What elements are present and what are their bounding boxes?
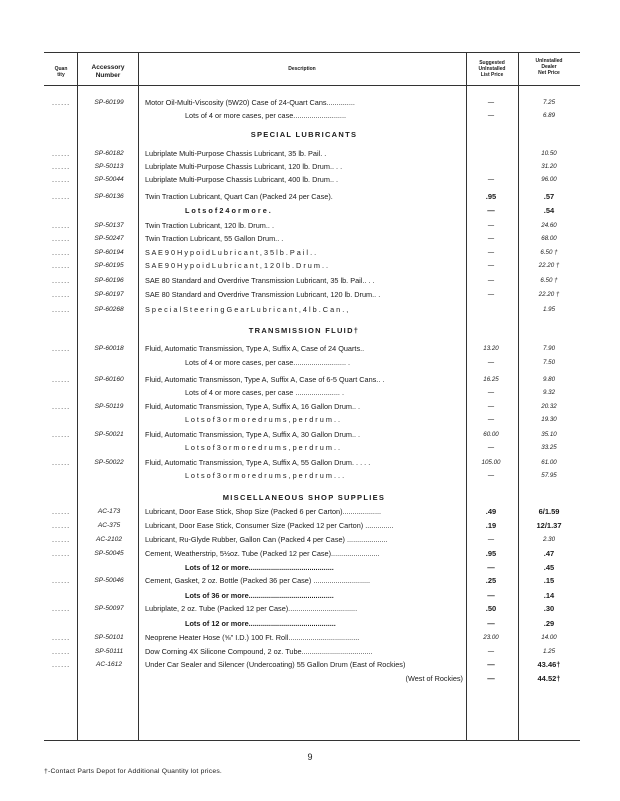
list-price-cell: — (487, 99, 495, 106)
header-quantity: Quan tity (54, 66, 68, 78)
section-heading: TRANSMISSION FLUID† (248, 326, 360, 335)
section-heading: SPECIAL LUBRICANTS (250, 130, 358, 139)
description-cell: Lots of 4 or more cases, per case ...................... . (185, 388, 344, 397)
quantity-cell: ...... (52, 248, 71, 257)
list-price-cell: .95 (485, 549, 497, 558)
description-cell: Lubricant, Ru-Glyde Rubber, Gallon Can (Packed 4 per Case) .................... (145, 535, 388, 544)
dealer-price-cell: 7.90 (542, 345, 556, 352)
table-row (0, 632, 620, 643)
dealer-price-cell: 9.80 (542, 376, 556, 383)
description-cell: Under Car Sealer and Silencer (Undercoating) 55 Gallon Drum (East of Rockies) (145, 660, 406, 669)
dealer-price-cell: .30 (543, 604, 555, 613)
dealer-price-cell: 7.50 (542, 359, 556, 366)
quantity-cell: ...... (52, 402, 71, 411)
description-cell: Lots of 12 or more.......................................... (185, 563, 334, 572)
header-list-price: Suggested Unlnstalled List Price (478, 60, 506, 78)
dealer-price-cell: 9.32 (542, 389, 556, 396)
header-rule (44, 85, 580, 86)
accessory-number-cell: SP-50046 (94, 577, 124, 584)
list-price-cell: 60.00 (483, 431, 499, 438)
description-cell: L o t s o f 3 o r m o r e d r u m s , p e r d r u m . . . (185, 471, 345, 480)
table-row (0, 275, 620, 286)
dealer-price-cell: .47 (543, 549, 555, 558)
description-cell: Lubriplate Multi-Purpose Chassis Lubricant, 35 lb. Pail. . (145, 149, 327, 158)
table-row (0, 548, 620, 559)
dealer-price-cell: 6.50 † (540, 277, 558, 284)
table-row (0, 673, 620, 684)
dealer-price-cell: 22.20 † (538, 291, 560, 298)
description-cell: L o t s o f 3 o r m o r e d r u m s , p e r d r u m . . (185, 415, 341, 424)
description-cell: Fluid, Automatic Transmission, Type A, Suffix A, 55 Gallon Drum. . . . . (145, 458, 371, 467)
dealer-price-cell: 12/1.37 (536, 521, 562, 530)
table-row (0, 174, 620, 185)
table-row (0, 247, 620, 258)
dealer-price-cell: 10.50 (541, 150, 557, 157)
description-cell: Lots of 12 or more........................................... (185, 619, 336, 628)
accessory-number-cell: SP-50101 (94, 634, 124, 641)
list-price-cell: .25 (485, 576, 497, 585)
quantity-cell: ...... (52, 192, 71, 201)
table-row (0, 562, 620, 573)
description-cell: SAE 80 Standard and Overdrive Transmission Lubricant, 35 lb. Pail.. . . (145, 276, 375, 285)
table-row (0, 148, 620, 159)
accessory-number-cell: SP-50044 (94, 176, 124, 183)
list-price-cell: — (487, 235, 495, 242)
list-price-cell: — (487, 389, 495, 396)
table-row (0, 442, 620, 453)
dealer-price-cell: 22.20 † (538, 262, 560, 269)
accessory-number-cell: AC-1612 (95, 661, 123, 668)
table-row (0, 470, 620, 481)
table-row (0, 534, 620, 545)
accessory-number-cell: AC-2102 (95, 536, 123, 543)
dealer-price-cell: 96.00 (541, 176, 557, 183)
description-cell: Twin Traction Lubricant, 120 lb. Drum.. . (145, 221, 274, 230)
table-row (0, 161, 620, 172)
accessory-number-cell: AC-173 (97, 508, 121, 515)
quantity-cell: ...... (52, 535, 71, 544)
list-price-cell: — (487, 222, 495, 229)
list-price-cell: — (487, 619, 495, 628)
list-price-cell: — (487, 359, 495, 366)
accessory-number-cell: SP-50021 (94, 431, 124, 438)
list-price-cell: — (487, 536, 495, 543)
list-price-cell: .95 (485, 192, 497, 201)
description-cell: Dow Corning 4X Silicone Compound, 2 oz. Tube................................... (145, 647, 373, 656)
header-accessory-number: Accessory Number (91, 64, 125, 79)
accessory-number-cell: SP-60136 (94, 193, 124, 200)
dealer-price-cell: .15 (543, 576, 555, 585)
description-cell: Lots of 36 or more.......................................... (185, 591, 334, 600)
dealer-price-cell: 24.60 (541, 222, 557, 229)
dealer-price-cell: 57.95 (541, 472, 557, 479)
description-cell: Twin Traction Lubricant, Quart Can (Packed 24 per Case). (145, 192, 333, 201)
quantity-cell: ...... (52, 261, 71, 270)
dealer-price-cell: 31.20 (541, 163, 557, 170)
dealer-price-cell: .14 (543, 591, 555, 600)
dealer-price-cell: 1.95 (542, 306, 556, 313)
quantity-cell: ...... (52, 660, 71, 669)
table-row (0, 646, 620, 657)
description-cell: SAE 80 Standard and Overdrive Transmission Lubricant, 120 lb. Drum.. . (145, 290, 381, 299)
page-number: 9 (307, 752, 313, 762)
table-row (0, 590, 620, 601)
list-price-cell: — (487, 291, 495, 298)
table-row (0, 575, 620, 586)
list-price-cell: — (487, 416, 495, 423)
dealer-price-cell: 43.46† (537, 660, 561, 669)
description-cell: Fluid, Automatic Transmisson, Type A, Suffix A, Case of 6-5 Quart Cans.. . (145, 375, 385, 384)
dealer-price-cell: 1.25 (542, 648, 556, 655)
description-cell: Lubricant, Door Ease Stick, Shop Size (Packed 6 per Carton)................... (145, 507, 382, 516)
description-cell: Twin Traction Lubricant, 55 Gallon Drum.. . (145, 234, 284, 243)
section-heading: MISCELLANEOUS SHOP SUPPLIES (222, 493, 386, 502)
dealer-price-cell: .57 (543, 192, 555, 201)
list-price-cell: — (487, 660, 495, 669)
quantity-cell: ...... (52, 276, 71, 285)
table-row (0, 374, 620, 385)
quantity-cell: ...... (52, 234, 71, 243)
quantity-cell: ...... (52, 375, 71, 384)
table-row (0, 659, 620, 670)
list-price-cell: — (487, 403, 495, 410)
table-row (0, 260, 620, 271)
list-price-cell: .49 (485, 507, 497, 516)
table-row (0, 357, 620, 368)
list-price-cell: — (487, 472, 495, 479)
accessory-number-cell: SP-60018 (94, 345, 124, 352)
table-row (0, 618, 620, 629)
description-cell: Lots of 4 or more cases, per case.......................... . (185, 358, 351, 367)
quantity-cell: ...... (52, 549, 71, 558)
table-row (0, 457, 620, 468)
description-cell: S p e c i a l S t e e r i n g G e a r L u b r i c a n t , 4 l b . C a n . , (145, 305, 349, 314)
table-row (0, 414, 620, 425)
accessory-number-cell: SP-50045 (94, 550, 124, 557)
description-cell: L o t s o f 2 4 o r m o r e . (185, 206, 271, 215)
description-cell: Lubriplate Multi-Purpose Chassis Lubricant, 120 lb. Drum.. . . (145, 162, 343, 171)
list-price-cell: — (487, 563, 495, 572)
top-rule (44, 52, 580, 53)
accessory-number-cell: SP-60182 (94, 150, 124, 157)
list-price-cell: .50 (485, 604, 497, 613)
table-row (0, 220, 620, 231)
accessory-number-cell: SP-60196 (94, 277, 124, 284)
quantity-cell: ...... (52, 633, 71, 642)
table-row (0, 603, 620, 614)
quantity-cell: ...... (52, 162, 71, 171)
description-cell: S A E 9 0 H y p o i d L u b r i c a n t , 1 2 0 l b . D r u m . . (145, 261, 329, 270)
list-price-cell: — (487, 277, 495, 284)
accessory-number-cell: SP-60194 (94, 249, 124, 256)
list-price-cell: 16.25 (483, 376, 499, 383)
description-cell: Neoprene Heater Hose (⅝" I.D.) 100 Ft. Roll................................... (145, 633, 360, 642)
quantity-cell: ...... (52, 507, 71, 516)
quantity-cell: ...... (52, 647, 71, 656)
description-cell: (West of Rockies) (405, 674, 463, 683)
dealer-price-cell: 20.32 (541, 403, 557, 410)
list-price-cell: — (487, 648, 495, 655)
accessory-number-cell: SP-60197 (94, 291, 124, 298)
dealer-price-cell: 14.00 (541, 634, 557, 641)
accessory-number-cell: SP-50111 (94, 648, 124, 655)
description-cell: Lubriplate Multi-Purpose Chassis Lubricant, 400 lb. Drum.. . (145, 175, 339, 184)
accessory-number-cell: SP-60268 (94, 306, 124, 313)
table-row (0, 289, 620, 300)
quantity-cell: ...... (52, 149, 71, 158)
accessory-number-cell: SP-60195 (94, 262, 124, 269)
accessory-number-cell: SP-60160 (94, 376, 124, 383)
table-row (0, 520, 620, 531)
list-price-cell: — (487, 206, 495, 215)
list-price-cell: — (487, 176, 495, 183)
table-row (0, 233, 620, 244)
table-row (0, 304, 620, 315)
description-cell: L o t s o f 3 o r m o r e d r u m s , p e r d r u m . . (185, 443, 341, 452)
accessory-number-cell: SP-50247 (94, 235, 124, 242)
dealer-price-cell: 35.10 (541, 431, 557, 438)
quantity-cell: ...... (52, 521, 71, 530)
accessory-number-cell: SP-50137 (94, 222, 124, 229)
quantity-cell: ...... (52, 604, 71, 613)
table-row (0, 506, 620, 517)
list-price-cell: — (487, 262, 495, 269)
dealer-price-cell: .29 (543, 619, 555, 628)
quantity-cell: ...... (52, 576, 71, 585)
table-row (0, 343, 620, 354)
list-price-cell: 105.00 (481, 459, 501, 466)
quantity-cell: ...... (52, 98, 71, 107)
dealer-price-cell: 6/1.59 (538, 507, 560, 516)
accessory-number-cell: SP-60199 (94, 99, 124, 106)
quantity-cell: ...... (52, 175, 71, 184)
description-cell: Fluid, Automatic Transmission, Type A, Suffix A, 16 Gallon Drum.. . (145, 402, 361, 411)
list-price-cell: .19 (485, 521, 497, 530)
dealer-price-cell: 68.00 (541, 235, 557, 242)
dealer-price-cell: 6.50 † (540, 249, 558, 256)
quantity-cell: ...... (52, 290, 71, 299)
dealer-price-cell: 2.30 (542, 536, 556, 543)
description-cell: S A E 9 0 H y p o i d L u b r i c a n t , 3 5 l b . P a i l . . (145, 248, 317, 257)
header-description: Description (288, 66, 316, 72)
list-price-cell: — (487, 674, 495, 683)
footnote: †-Contact Parts Depot for Additional Quantity lot prices. (44, 768, 223, 775)
list-price-cell: — (487, 444, 495, 451)
accessory-number-cell: SP-50113 (94, 163, 124, 170)
bottom-rule (44, 740, 580, 741)
description-cell: Motor Oil-Multi-Viscosity (5W20) Case of 24-Quart Cans.............. (145, 98, 355, 107)
table-row (0, 205, 620, 216)
table-row (0, 97, 620, 108)
dealer-price-cell: .54 (543, 206, 555, 215)
table-row (0, 110, 620, 121)
description-cell: Cement, Weatherstrip, 5½oz. Tube (Packed 12 per Case)........................ (145, 549, 380, 558)
quantity-cell: ...... (52, 430, 71, 439)
list-price-cell: 13.20 (483, 345, 499, 352)
accessory-number-cell: SP-50119 (94, 403, 124, 410)
description-cell: Lubricant, Door Ease Stick, Consumer Size (Packed 12 per Carton) .............. (145, 521, 394, 530)
list-price-cell: — (487, 249, 495, 256)
quantity-cell: ...... (52, 221, 71, 230)
list-price-cell: — (487, 112, 495, 119)
table-row (0, 401, 620, 412)
quantity-cell: ...... (52, 344, 71, 353)
table-row (0, 429, 620, 440)
accessory-number-cell: SP-50022 (94, 459, 124, 466)
description-cell: Fluid, Automatic Transmission, Type A, Suffix A, 30 Gallon Drum.. . (145, 430, 361, 439)
table-row (0, 191, 620, 202)
dealer-price-cell: 44.52† (537, 674, 561, 683)
accessory-number-cell: AC-375 (97, 522, 121, 529)
accessory-number-cell: SP-50097 (94, 605, 124, 612)
table-row (0, 387, 620, 398)
dealer-price-cell: 6.89 (542, 112, 556, 119)
description-cell: Lubriplate, 2 oz. Tube (Packed 12 per Case).................................. (145, 604, 358, 613)
list-price-cell: 23.00 (483, 634, 499, 641)
description-cell: Cement, Gasket, 2 oz. Bottle (Packed 36 per Case) ............................ (145, 576, 371, 585)
list-price-cell: — (487, 591, 495, 600)
dealer-price-cell: .45 (543, 563, 555, 572)
description-cell: Lots of 4 or more cases, per case.......................... (185, 111, 346, 120)
header-dealer-price: Unlnstalled Dealer Net Price (535, 58, 563, 76)
dealer-price-cell: 7.25 (542, 99, 556, 106)
quantity-cell: ...... (52, 305, 71, 314)
dealer-price-cell: 33.25 (541, 444, 557, 451)
dealer-price-cell: 61.00 (541, 459, 557, 466)
dealer-price-cell: 19.30 (541, 416, 557, 423)
quantity-cell: ...... (52, 458, 71, 467)
description-cell: Fluid, Automatic Transmission, Type A, Suffix A, Case of 24 Quarts.. (145, 344, 365, 353)
